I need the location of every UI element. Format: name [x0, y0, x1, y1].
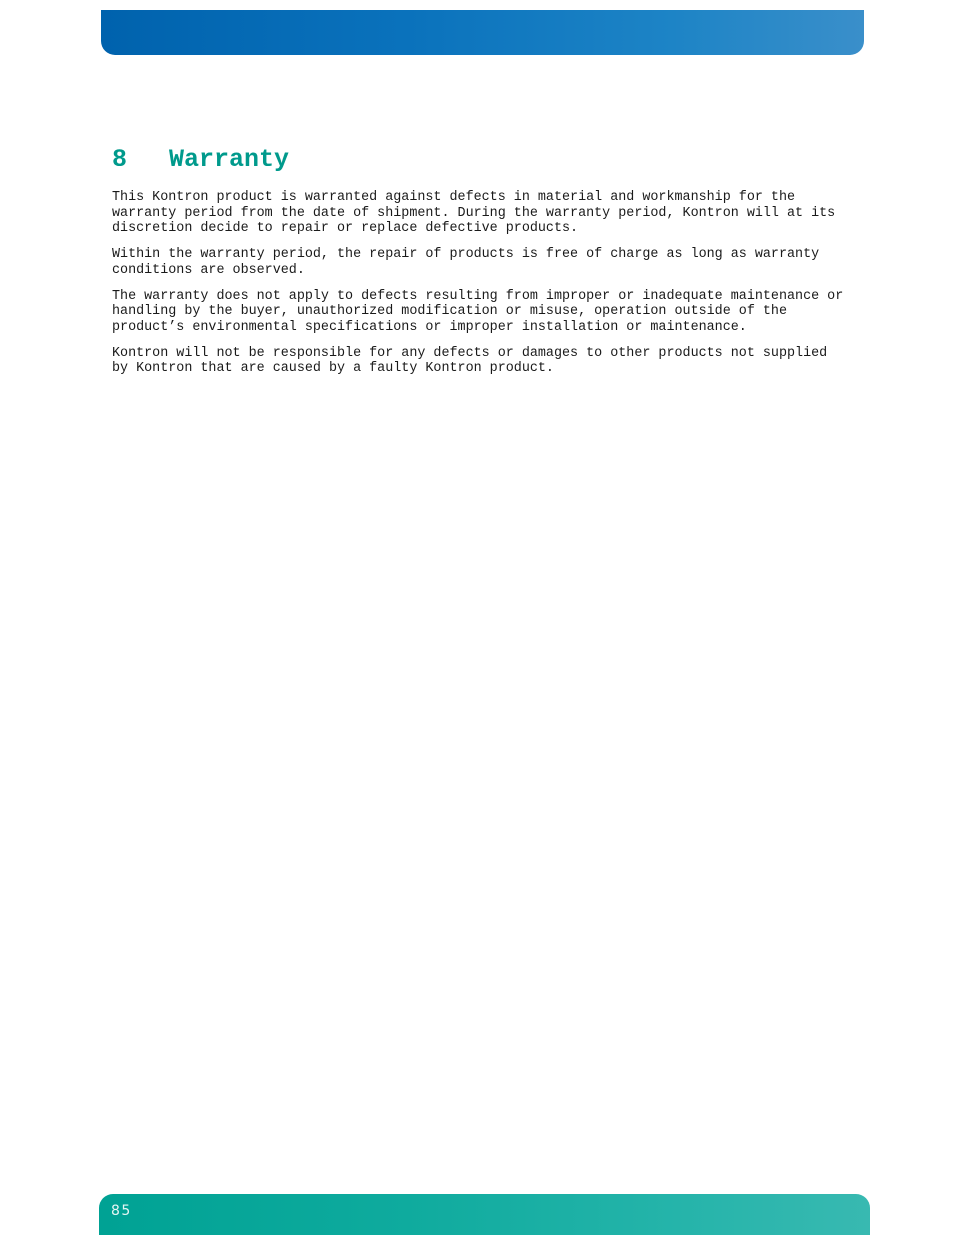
paragraph-liability: Kontron will not be responsible for any defects or damages to other products not supplied by Kontron that are caused by a faulty Kontron product. [112, 345, 828, 377]
paragraph-exclusions: The warranty does not apply to defects resulting from improper or inadequate maintenance or handling by the buyer, unauthorized modification or misuse, operation outside of the product’s environmental specifications or improper installation or maintenance. [112, 288, 844, 335]
header-banner [101, 10, 864, 55]
section-number: 8 [112, 145, 128, 174]
section-title: Warranty [169, 145, 290, 174]
footer-banner [99, 1194, 870, 1235]
paragraph-warranty-scope: This Kontron product is warranted against defects in material and workmanship for the warranty period from the date of shipment. During the warranty period, Kontron will at its discretion decide to repair or replace defective products. [112, 190, 836, 237]
page-number: 85 [111, 1203, 132, 1219]
paragraph-free-repair: Within the warranty period, the repair of products is free of charge as long as warranty conditions are observed. [112, 247, 820, 278]
page-content [112, 140, 847, 387]
section-heading [112, 140, 847, 180]
